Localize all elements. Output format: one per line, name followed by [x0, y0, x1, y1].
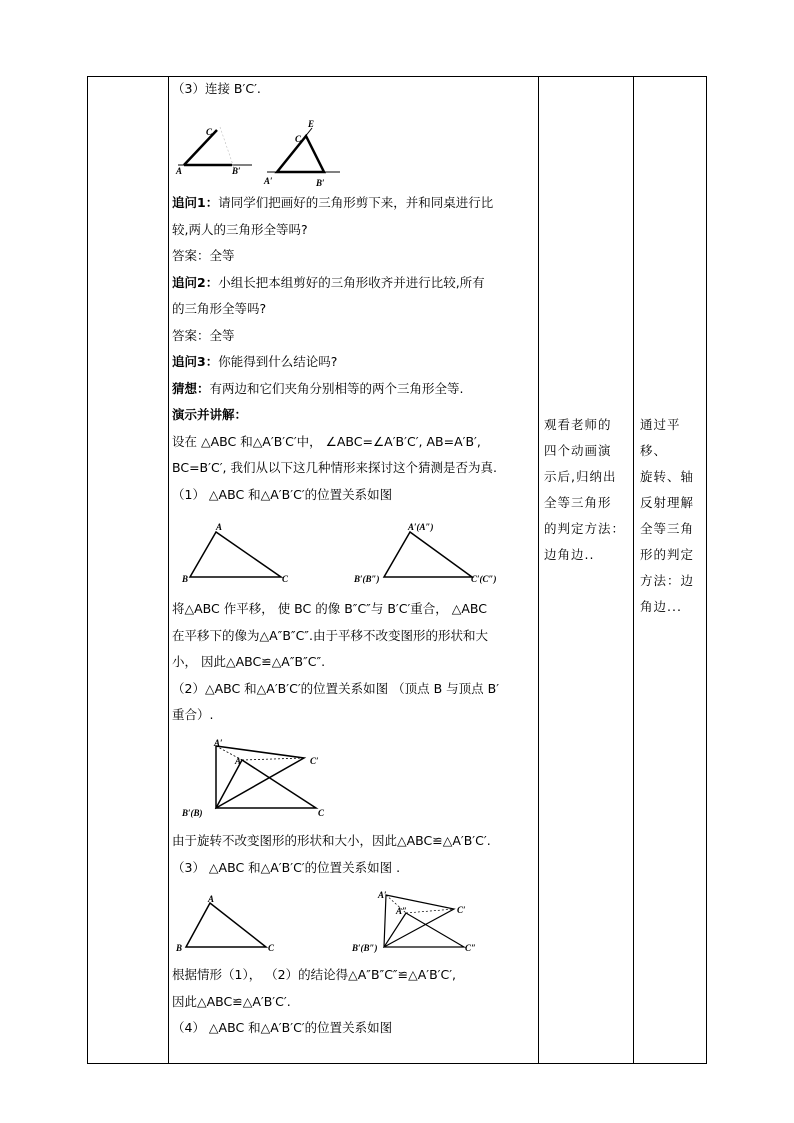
para2-line3: 小， 因此△ABC≌△A″B″C″.	[172, 654, 326, 669]
construction-figure	[172, 110, 342, 190]
step-3-connect: （3）连接 B′C′.	[172, 81, 261, 96]
case-1-heading: （1） △ABC 和△A′B′C′的位置关系如图	[172, 486, 393, 502]
case-3-heading: （3） △ABC 和△A′B′C′的位置关系如图 .	[172, 859, 401, 875]
para2-line1: 将△ABC 作平移， 使 BC 的像 B″C″与 B′C′重合， △ABC	[172, 601, 488, 616]
label-e: E	[308, 119, 315, 129]
mid-line-2: 四个动画演	[544, 443, 612, 458]
label-c: C	[318, 808, 325, 818]
label-a1: A′	[378, 890, 387, 900]
q2-line2: 的三角形全等吗?	[172, 301, 267, 316]
segment-ac	[184, 130, 217, 165]
label-b2: B′(B″)	[354, 574, 380, 584]
para4-line1: 根据情形（1）， （2）的结论得△A″B″C″≌△A′B′C′,	[172, 967, 457, 982]
q1-line2: 较,两人的三角形全等吗?	[172, 221, 308, 237]
label-b: B	[182, 574, 189, 584]
right-line-6: 方法：边	[640, 573, 695, 588]
triangle-abc	[190, 532, 281, 577]
label-c1: C′	[310, 756, 319, 766]
dotted-ac2	[242, 758, 304, 760]
column-divider-2	[538, 76, 539, 1064]
mid-line-4: 全等三角形	[544, 495, 612, 510]
arc-mark	[220, 127, 234, 168]
q2-line1: 追问2：小组长把本组剪好的三角形收齐并进行比较,所有	[172, 274, 485, 290]
label-c: C	[206, 127, 213, 137]
right-line-1: 通过平移、	[640, 417, 681, 458]
label-b: B′(B)	[182, 808, 203, 818]
q3-line: 追问3：你能得到什么结论吗?	[172, 354, 338, 369]
questions-block	[172, 190, 536, 508]
para3-line1: 由于旋转不改变图形的形状和大小，因此△ABC≌△A′B′C′.	[172, 833, 491, 848]
right-line-2: 旋转、轴	[640, 469, 695, 484]
case-1-explanation	[172, 596, 536, 729]
label-b: B	[176, 943, 183, 953]
demo-heading: 演示并讲解：	[172, 407, 248, 422]
setup-line2: BC=B′C′, 我们从以下这几种情形来探讨这个猜测是否为真.	[172, 460, 497, 475]
q1-line1: 追问1：请同学们把画好的三角形剪下来，并和同桌进行比	[172, 195, 494, 210]
setup-line1: 设在 △ABC 和△A′B′C′中， ∠ABC=∠A′B′C′, AB=A′B′,	[172, 433, 481, 449]
right-line-4: 全等三角	[640, 521, 695, 536]
translation-figure	[176, 520, 506, 590]
label-a2: A′	[264, 176, 273, 186]
mid-line-5: 的判定方法：	[544, 521, 626, 536]
mid-line-1: 观看老师的	[544, 417, 612, 432]
triangle-a3b3c3	[384, 913, 464, 947]
label-a: A	[176, 166, 183, 176]
answer-2: 答案：全等	[172, 327, 235, 343]
label-b: B′	[232, 166, 241, 176]
design-intent	[640, 412, 702, 620]
label-c2: C′(C″)	[471, 574, 497, 584]
column-divider-1	[168, 76, 169, 1064]
column-divider-3	[633, 76, 634, 1064]
para4-line2: 因此△ABC≌△A′B′C′.	[172, 993, 291, 1009]
label-a1: A′	[214, 738, 223, 748]
answer-1: 答案：全等	[172, 248, 235, 263]
case-2-heading-cont: 重合）.	[172, 707, 214, 722]
label-a2: A′(A″)	[408, 522, 434, 532]
mid-line-6: 边角边..	[544, 547, 595, 562]
label-b2: B′(B″)	[352, 943, 378, 953]
student-activity	[544, 412, 628, 568]
triangle-abc	[186, 903, 266, 947]
mid-line-3: 示后,归纳出	[544, 469, 617, 484]
rotation-figure	[176, 736, 336, 824]
right-line-3: 反射理解	[640, 495, 695, 510]
case-4-heading: （4） △ABC 和△A′B′C′的位置关系如图	[172, 1020, 393, 1035]
case-2-heading: （2）△ABC 和△A′B′C′的位置关系如图 （顶点 B 与顶点 B′	[172, 680, 500, 696]
label-a2: A″	[396, 906, 407, 916]
triangle-a2b2c2	[384, 532, 472, 577]
label-c2: C″	[465, 943, 476, 953]
label-a: A	[216, 522, 223, 532]
right-line-5: 形的判定	[640, 547, 695, 562]
case-2-explanation	[172, 828, 536, 881]
triangle-a2b2c2	[216, 746, 304, 808]
label-a: A	[235, 756, 242, 766]
label-c1: C′	[457, 905, 466, 915]
combined-figure	[174, 885, 494, 957]
right-line-7: 角边...	[640, 599, 682, 614]
conjecture-line: 猜想：有两边和它们夹角分别相等的两个三角形全等.	[172, 380, 464, 396]
case-3-explanation	[172, 962, 536, 1042]
para2-line2: 在平移下的像为△A″B″C″.由于平移不改变图形的形状和大	[172, 627, 488, 643]
label-c2: C	[295, 134, 302, 144]
label-a: A	[208, 894, 215, 904]
label-b2: B′	[316, 178, 325, 188]
triangle-abc	[216, 760, 316, 808]
label-c: C	[268, 943, 275, 953]
label-c: C	[282, 574, 289, 584]
